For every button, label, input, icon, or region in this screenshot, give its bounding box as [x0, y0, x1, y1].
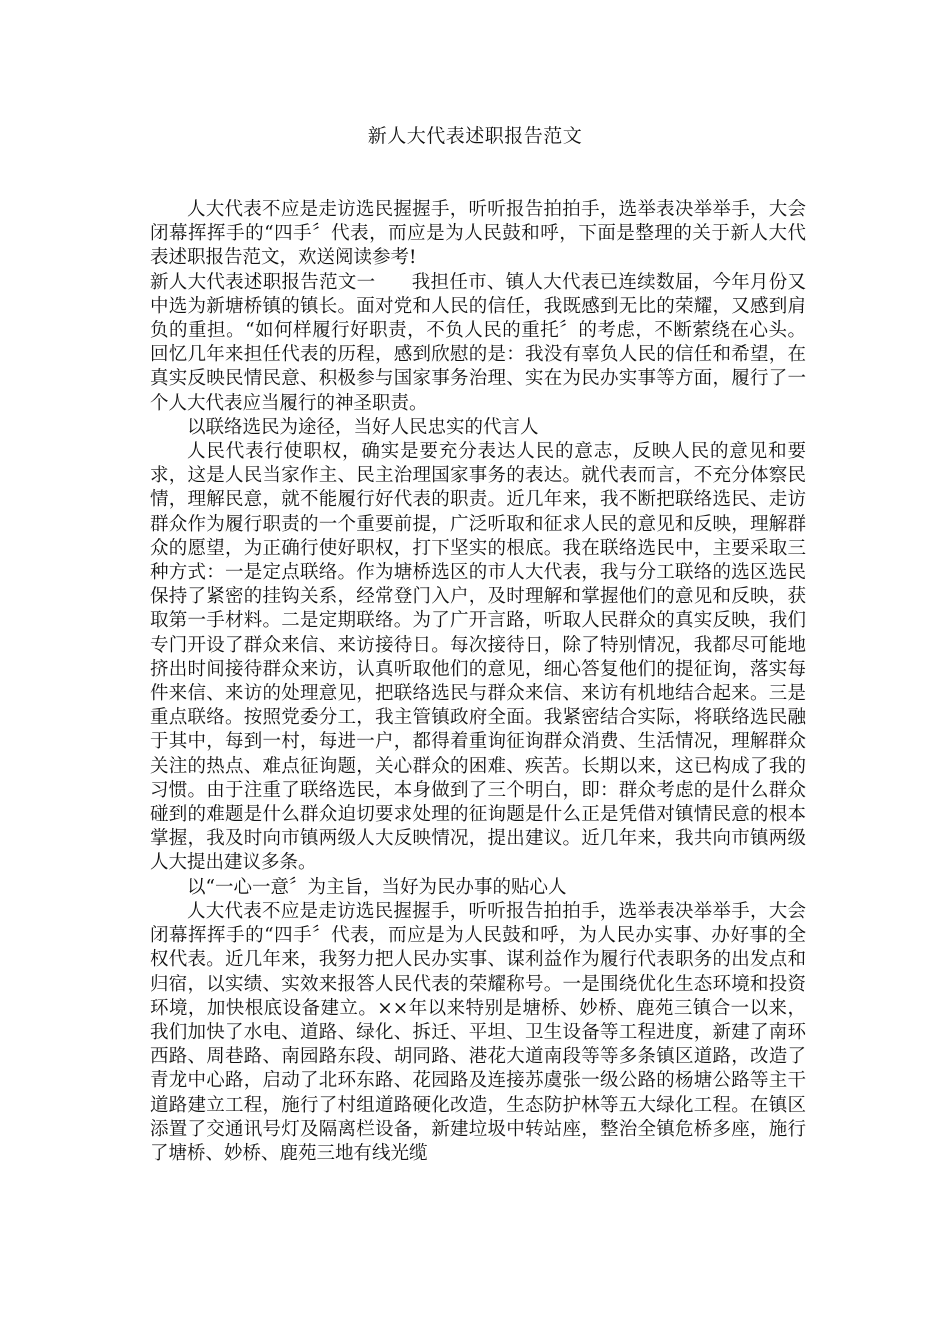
document-title: 新人大代表述职报告范文: [367, 125, 583, 147]
document-body: [150, 198, 806, 1166]
section-label: 新人大代表述职报告范文一: [150, 271, 376, 293]
section-paragraph: [150, 271, 806, 416]
section-opening-text: 我担任市、镇人大代表已连续数届，今年月份又中选为新塘桥镇的镇长。面对党和人民的信任，我既感到无比的荣耀，又感到肩负的重担。“如何样履行好职责，不负人民的重托〞的考虑，不断萦绕在心头。回忆几年来担任代表的历程，感到欣慰的是：我没有辜负人民的信任和希望，在真实反映民情民意、积极参与国家事务治理、实在为民办实事等方面，履行了一个人大代表应当履行的神圣职责。: [150, 271, 806, 414]
section-heading-2: 以“一心一意〞为主旨，当好为民办事的贴心人: [187, 876, 567, 898]
body-paragraph-1: 人民代表行使职权，确实是要充分表达人民的意志，反映人民的意见和要求，这是人民当家作主、民主治理国家事务的表达。就代表而言，不充分体察民情，理解民意，就不能履行好代表的职责。近几年来，我不断把联络选民、走访群众作为履行职责的一个重要前提，广泛听取和征求人民的意见和反映，理解群众的愿望，为正确行使好职权，打下坚实的根底。我在联络选民中，主要采取三种方式：一是定点联络。作为塘桥选区的市人大代表，我与分工联络的选区选民保持了紧密的挂钩关系，经常登门入户，及时理解和掌握他们的意见和反映，获取第一手材料。二是定期联络。为了广开言路，听取人民群众的真实反映，我们专门开设了群众来信、来访接待日。每次接待日，除了特别情况，我都尽可能地挤出时间接待群众来访，认真听取他们的意见，细心答复他们的提征询，落实每件来信、来访的处理意见，把联络选民与群众来信、来访有机地结合起来。三是重点联络。按照党委分工，我主管镇政府全面。我紧密结合实际，将联络选民融于其中，每到一村，每进一户，都得着重询征询群众消费、生活情况，理解群众关注的热点、难点征询题，关心群众的困难、疾苦。长期以来，这已构成了我的习惯。由于注重了联络选民，本身做到了三个明白，即：群众考虑的是什么群众碰到的难题是什么群众迫切要求处理的征询题是什么正是凭借对镇情民意的根本掌握，我及时向市镇两级人大反映情况，提出建议。近几年来，我共向市镇两级人大提出建议多条。: [150, 441, 806, 874]
section-heading-1: 以联络选民为途径，当好人民忠实的代言人: [187, 416, 539, 438]
intro-paragraph: 人大代表不应是走访选民握握手，听听报告拍拍手，选举表决举举手，大会闭幕挥挥手的“四手〞代表，而应是为人民鼓和呼，下面是整理的关于新人大代表述职报告范文，欢送阅读参考!: [150, 199, 806, 269]
body-paragraph-2: 人大代表不应是走访选民握握手，听听报告拍拍手，选举表决举举手，大会闭幕挥挥手的“四手〞代表，而应是为人民鼓和呼，为人民办实事、办好事的全权代表。近几年来，我努力把人民办实事、谋利益作为履行代表职务的出发点和归宿，以实绩、实效来报答人民代表的荣耀称号。一是围绕优化生态环境和投资环境，加快根底设备建立。××年以来特别是塘桥、妙桥、鹿苑三镇合一以来，我们加快了水电、道路、绿化、拆迁、平坦、卫生设备等工程进度，新建了南环西路、周巷路、南园路东段、胡同路、港花大道南段等等多条镇区道路，改造了青龙中心路，启动了北环东路、花园路及连接苏虞张一级公路的杨塘公路等主干道路建立工程，施行了村组道路硬化改造，生态防护林等五大绿化工程。在镇区添置了交通讯号灯及隔离栏设备，新建垃圾中转站座，整治全镇危桥多座，施行了塘桥、妙桥、鹿苑三地有线光缆: [150, 900, 806, 1164]
